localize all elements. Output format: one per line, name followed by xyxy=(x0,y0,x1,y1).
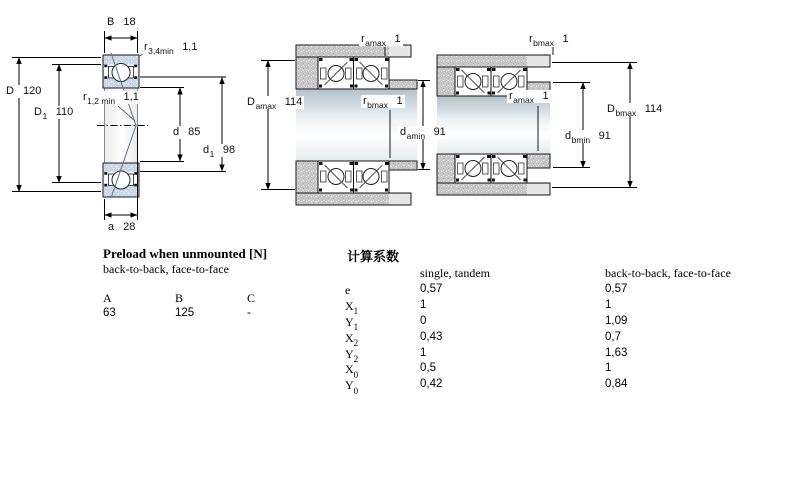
mounted-pair-b xyxy=(437,47,637,195)
preload-value-B: 125 xyxy=(175,307,195,319)
factors-title: 计算系数 xyxy=(347,249,400,264)
factor-row: $Y_2$ 1 1,63 xyxy=(345,346,628,364)
preload-subtitle: back-to-back, face-to-face xyxy=(103,262,229,276)
housing-shoulder xyxy=(296,161,318,193)
shaft-shoulder xyxy=(389,161,417,170)
preload-title: Preload when unmounted [N] xyxy=(103,246,268,261)
factor-row: $X_1$ 1 1 xyxy=(345,298,612,317)
preload-value-row xyxy=(103,307,333,323)
preload-col-B: B xyxy=(175,291,184,305)
dim-label-Dbmax: $D_{bmax}$ 114 xyxy=(607,103,663,119)
bearing-pair-bottom xyxy=(318,161,389,193)
housing-shoulder xyxy=(296,57,318,89)
preload-col-A: A xyxy=(103,291,112,305)
dim-label-dbmin: $d_{bmin}$ 91 xyxy=(565,130,611,146)
dim-label-rbmax-mid: $r_{bmax}$ 1 xyxy=(363,95,403,111)
housing-shoulder xyxy=(437,67,455,96)
dim-label-D1: $D_1$ 110 xyxy=(34,106,74,122)
dim-label-r12min: $r_{1,2 min}$ 1,1 xyxy=(83,91,139,107)
dim-label-Damax: $D_{amax}$ 114 xyxy=(247,96,303,112)
housing-shoulder xyxy=(437,154,455,183)
bearing-pair-top xyxy=(318,57,389,89)
dim-label-rbmax-top: $r_{bmax}$ 1 xyxy=(529,33,569,49)
housing-band-light xyxy=(389,46,411,57)
preload-header-row xyxy=(103,291,333,307)
dim-label-d1: $d_1$ 98 xyxy=(203,144,236,160)
factor-row: $Y_0$ 0,42 0,84 xyxy=(345,378,628,396)
factor-row: e 0,57 0,57 xyxy=(345,283,628,297)
factor-row: $Y_1$ 0 1,09 xyxy=(345,314,628,333)
factors-col2-header: back-to-back, face-to-face xyxy=(605,266,731,280)
dim-label-ramax-mid: $r_{amax}$ 1 xyxy=(509,90,549,106)
dim-label-ramax-top: $r_{amax}$ 1 xyxy=(361,33,401,49)
shaft-shoulder xyxy=(527,154,550,168)
dim-label-d: d 85 xyxy=(173,126,201,138)
dim-label-a: a 28 xyxy=(108,221,136,233)
single-bearing-section xyxy=(97,50,148,198)
housing-band-light xyxy=(527,184,550,195)
mounted-pair-a xyxy=(261,45,430,205)
preload-table xyxy=(103,291,333,323)
factors-header-row xyxy=(345,266,775,281)
factors-table xyxy=(345,283,775,394)
factor-row: $X_2$ 0,43 0,7 xyxy=(345,330,621,349)
ball xyxy=(112,64,130,82)
housing-band-light xyxy=(527,56,550,67)
shaft-shoulder xyxy=(389,80,417,89)
bearing-pair-bottom xyxy=(455,154,527,183)
preload-value-A: 63 xyxy=(103,307,116,319)
factor-row: $X_0$ 0,5 1 xyxy=(345,362,612,380)
preload-value-C: - xyxy=(247,307,251,319)
factors-col1-header: single, tandem xyxy=(420,266,490,280)
dim-label-r34min: $r_{3,4min}$ 1,1 xyxy=(144,41,198,57)
preload-col-C: C xyxy=(247,291,256,305)
dim-label-damin: $d_{amin}$ 91 xyxy=(400,126,446,142)
dim-label-B: B 18 xyxy=(107,16,136,28)
dim-label-D: D 120 xyxy=(6,85,42,97)
housing-band-light xyxy=(389,194,411,205)
